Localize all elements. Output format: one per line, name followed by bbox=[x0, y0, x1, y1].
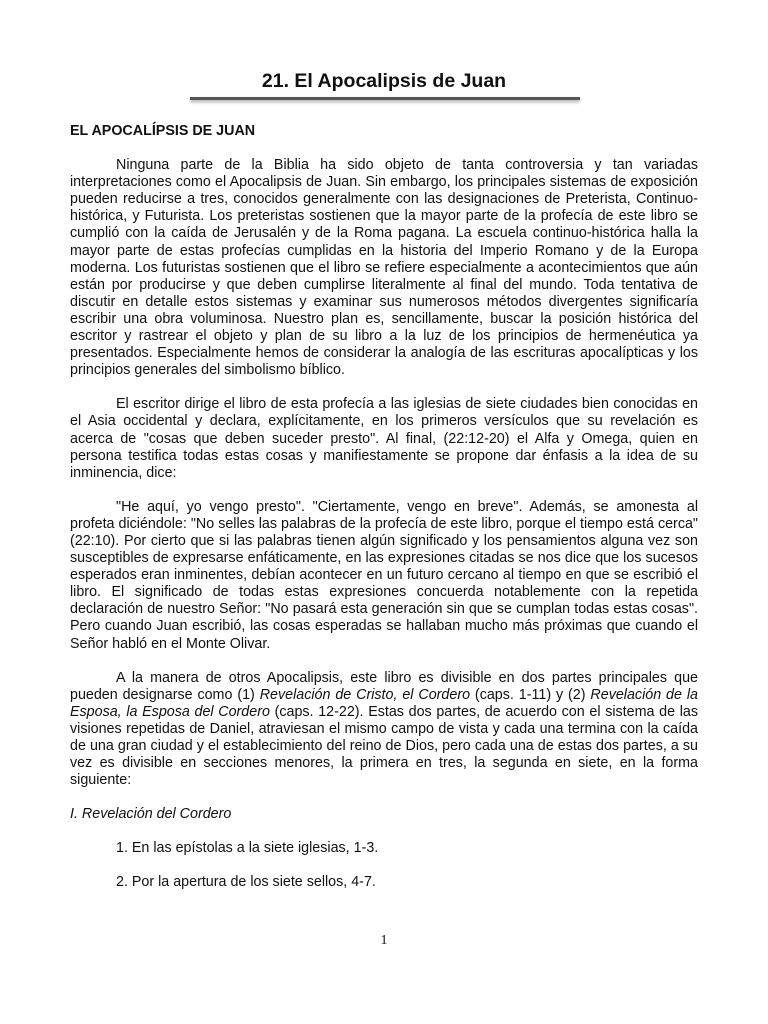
list-item: 1. En las epístolas a la siete iglesias, 1-3. bbox=[116, 840, 379, 857]
paragraph-4-italic-1: Revelación de Cristo, el Cordero bbox=[259, 686, 471, 703]
page-title: 21. El Apocalipsis de Juan bbox=[261, 70, 507, 92]
paragraph-3: "He aquí, yo vengo presto". "Ciertamente, vengo en breve". Además, se amonesta al profeta diciéndole: "No selles las palabras de la profecía de este libro, porque el tiempo está cerca" (22:10). Por cierto que si las palabras tienen algún significado y los pensamientos alguna vez son susceptibles de expresarse enfáticamente, en las expresiones citadas se nos dice que los sucesos esperados eran inminentes, debían acontecer en un futuro cercano al tiempo en que se escribió el libro. El significado de todas estas expresiones concuerda notablemente con la repetida declaración de nuestro Señor: "No pasará esta generación sin que se cumplan todas estas cosas". Pero cuando Juan escribió, las cosas esperadas se hallaban mucho más próximas que cuando el Señor habló en el Monte Olivar. bbox=[70, 498, 698, 652]
document-body bbox=[70, 123, 698, 909]
section-heading: EL APOCALÍPSIS DE JUAN bbox=[70, 123, 256, 139]
title-underline bbox=[190, 97, 580, 100]
page-number: 1 bbox=[380, 933, 388, 948]
paragraph-4-italic-2: Revelación de la Esposa, la Esposa del Cordero bbox=[70, 686, 698, 720]
paragraph-4-text-2: (caps. 1-11) y (2) bbox=[470, 686, 591, 703]
paragraph-4 bbox=[70, 670, 698, 790]
paragraph-4-text-1: A la manera de otros Apocalipsis, este libro es divisible en dos partes principales que pueden designarse como (1) bbox=[70, 669, 698, 703]
list-item: 2. Por la apertura de los siete sellos, 4-7. bbox=[116, 874, 376, 891]
subheading-revelacion-cordero: I. Revelación del Cordero bbox=[70, 806, 232, 823]
paragraph-2: El escritor dirige el libro de esta profecía a las iglesias de siete ciudades bien conocidas en el Asia occidental y declara, explícitamente, en los primeros versículos que su revelación es acerca de "cosas que deben suceder presto". Al final, (22:12-20) el Alfa y Omega, quien en persona testifica todas estas cosas y manifiestamente se propone dar énfasis a la idea de su inminencia, dice: bbox=[70, 396, 698, 481]
paragraph-1: Ninguna parte de la Biblia ha sido objeto de tanta controversia y tan variadas interpretaciones como el Apocalipsis de Juan. Sin embargo, los principales sistemas de exposición pueden reducirse a tres, conocidos generalmente con las designaciones de Preterista, Continuo-histórica, y Futurista. Los preteristas sostienen que la mayor parte de la profecía de este libro se cumplió con la caída de Jerusalén y de la Roma pagana. La escuela continuo-histórica halla la mayor parte de estas profecías cumplidas en la historia del Imperio Romano y de la Europa moderna. Los futuristas sostienen que el libro se refiere especialmente a acontecimientos que aún están por producirse y que deben cumplirse literalmente al final del mundo. Toda tentativa de discutir en detalle estos sistemas y examinar sus numerosos métodos divergentes significaría escribir una obra voluminosa. Nuestro plan es, sencillamente, buscar la posición histórica del escritor y rastrear el objeto y plan de su libro a la luz de los principios de hermenéutica ya presentados. Especialmente hemos de considerar la analogía de las escrituras apocalípticas y los principios generales del simbolismo bíblico. bbox=[70, 157, 698, 379]
paragraph-4-text-3: (caps. 12-22). Estas dos partes, de acuerdo con el sistema de las visiones repetidas de Daniel, atraviesan el mismo campo de vista y cada una termina con la caída de una gran ciudad y el establecimiento del reino de Dios, pero cada una de estas dos partes, a su vez es divisible en secciones menores, la primera en tres, la segunda en siete, en la forma siguiente: bbox=[70, 703, 698, 789]
